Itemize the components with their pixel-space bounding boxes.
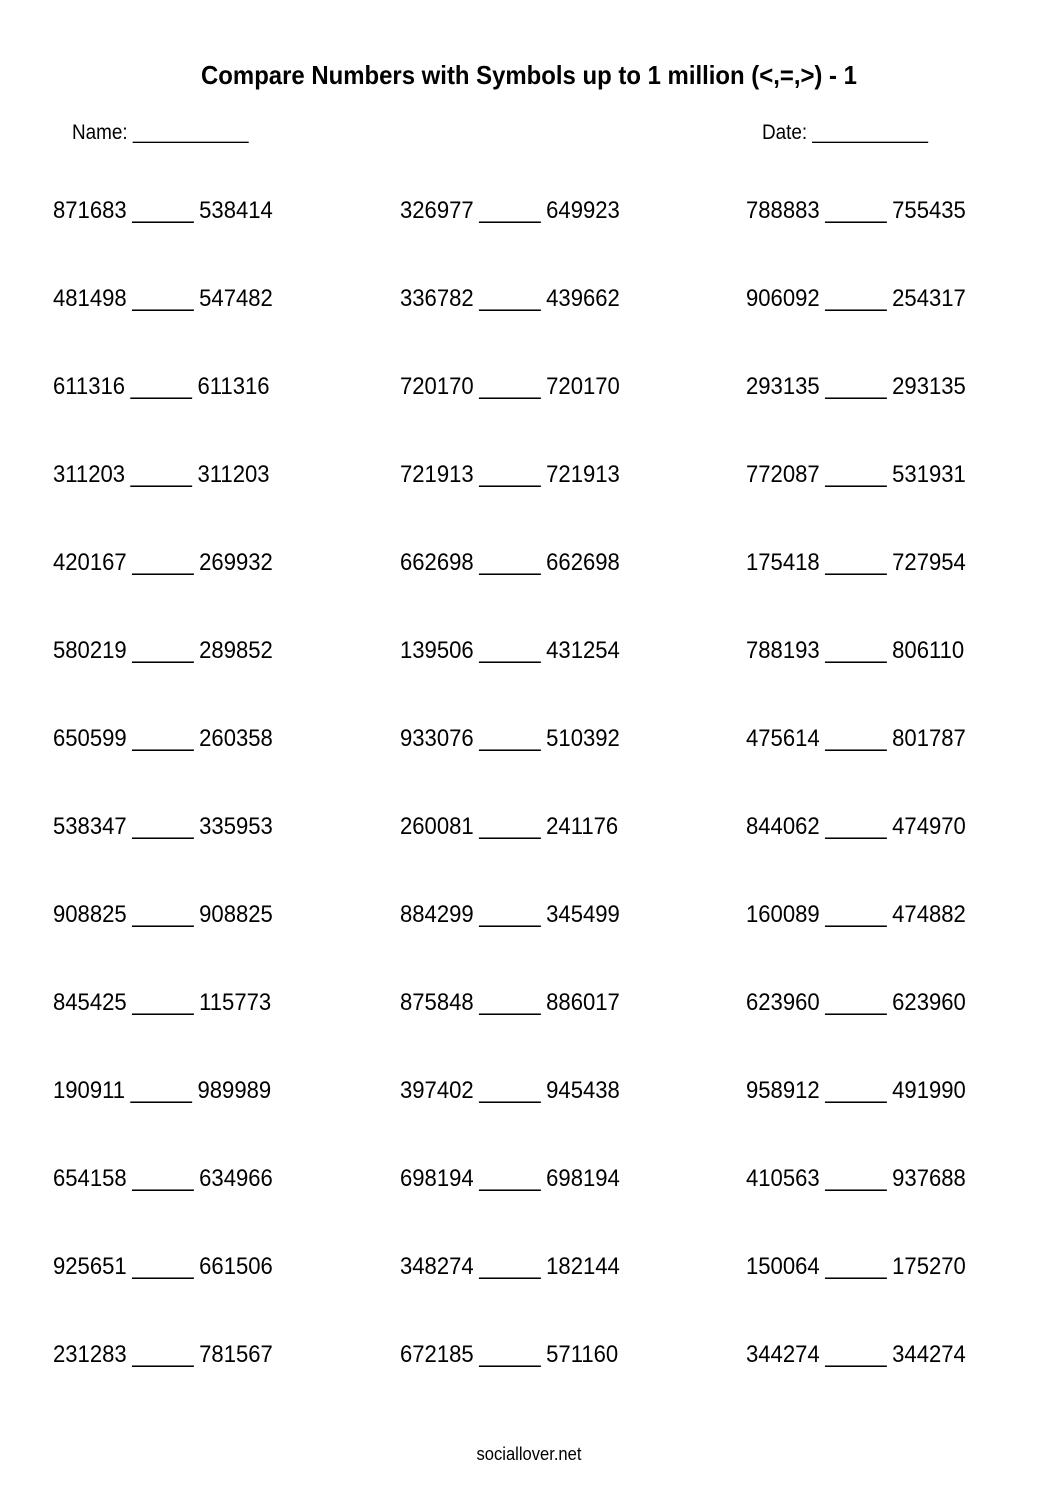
left-number: 344274 xyxy=(746,1341,820,1368)
answer-blank[interactable]: _____ xyxy=(479,1341,541,1368)
answer-blank[interactable]: _____ xyxy=(479,285,541,312)
answer-blank[interactable]: _____ xyxy=(825,549,887,576)
comparison-problem xyxy=(400,373,621,413)
right-number: 727954 xyxy=(892,549,966,576)
left-number: 311203 xyxy=(53,461,126,488)
left-number: 420167 xyxy=(53,549,127,576)
comparison-problem xyxy=(746,813,967,853)
left-number: 875848 xyxy=(400,989,474,1016)
answer-blank[interactable]: _____ xyxy=(132,989,194,1016)
answer-blank[interactable]: _____ xyxy=(132,1253,194,1280)
problem-row xyxy=(0,285,1058,325)
right-number: 241176 xyxy=(546,813,619,840)
right-number: 254317 xyxy=(892,285,966,312)
answer-blank[interactable]: _____ xyxy=(132,197,194,224)
comparison-problem xyxy=(746,461,967,501)
answer-blank[interactable]: _____ xyxy=(132,901,194,928)
left-number: 611316 xyxy=(53,373,126,400)
right-number: 634966 xyxy=(199,1165,273,1192)
problem-row xyxy=(0,197,1058,237)
left-number: 721913 xyxy=(400,461,474,488)
comparison-problem xyxy=(746,901,967,941)
right-number: 781567 xyxy=(199,1341,273,1368)
left-number: 698194 xyxy=(400,1165,474,1192)
right-number: 538414 xyxy=(199,197,273,224)
comparison-problem xyxy=(400,285,621,325)
right-number: 431254 xyxy=(546,637,620,664)
comparison-problem xyxy=(400,197,621,237)
answer-blank[interactable]: _____ xyxy=(479,637,541,664)
answer-blank[interactable]: _____ xyxy=(825,637,887,664)
left-number: 410563 xyxy=(746,1165,820,1192)
footer-site: sociallover.net xyxy=(476,1444,582,1464)
comparison-problem xyxy=(746,1341,967,1381)
right-number: 662698 xyxy=(546,549,620,576)
comparison-problem xyxy=(746,989,967,1029)
problem-row xyxy=(0,1077,1058,1117)
right-number: 623960 xyxy=(892,989,966,1016)
left-number: 720170 xyxy=(400,373,474,400)
name-field[interactable]: Name: ___________ xyxy=(72,121,249,144)
left-number: 150064 xyxy=(746,1253,820,1280)
answer-blank[interactable]: _____ xyxy=(825,285,887,312)
answer-blank[interactable]: _____ xyxy=(825,989,887,1016)
right-number: 806110 xyxy=(892,637,965,664)
answer-blank[interactable]: _____ xyxy=(479,373,541,400)
answer-blank[interactable]: _____ xyxy=(825,1341,887,1368)
problem-row xyxy=(0,989,1058,1029)
answer-blank[interactable]: _____ xyxy=(130,373,192,400)
answer-blank[interactable]: _____ xyxy=(130,461,192,488)
comparison-problem xyxy=(400,725,621,765)
answer-blank[interactable]: _____ xyxy=(132,1341,194,1368)
answer-blank[interactable]: _____ xyxy=(479,989,541,1016)
right-number: 260358 xyxy=(199,725,273,752)
answer-blank[interactable]: _____ xyxy=(132,725,194,752)
right-number: 698194 xyxy=(546,1165,620,1192)
right-number: 510392 xyxy=(546,725,620,752)
comparison-problem xyxy=(400,901,621,941)
right-number: 269932 xyxy=(199,549,273,576)
answer-blank[interactable]: _____ xyxy=(825,373,887,400)
answer-blank[interactable]: _____ xyxy=(825,1077,887,1104)
problem-row xyxy=(0,549,1058,589)
left-number: 925651 xyxy=(53,1253,127,1280)
comparison-problem xyxy=(400,989,621,1029)
right-number: 721913 xyxy=(546,461,620,488)
problem-row xyxy=(0,1341,1058,1381)
answer-blank[interactable]: _____ xyxy=(825,461,887,488)
comparison-problem xyxy=(53,989,274,1029)
answer-blank[interactable]: _____ xyxy=(479,549,541,576)
problem-row xyxy=(0,901,1058,941)
left-number: 538347 xyxy=(53,813,127,840)
answer-blank[interactable]: _____ xyxy=(479,901,541,928)
comparison-problem xyxy=(746,637,967,677)
problem-row xyxy=(0,461,1058,501)
comparison-problem xyxy=(746,197,967,237)
problem-row xyxy=(0,373,1058,413)
right-number: 755435 xyxy=(892,197,966,224)
left-number: 958912 xyxy=(746,1077,820,1104)
problem-row xyxy=(0,725,1058,765)
answer-blank[interactable]: _____ xyxy=(132,1165,194,1192)
right-number: 293135 xyxy=(892,373,966,400)
comparison-problem xyxy=(746,549,967,589)
right-number: 491990 xyxy=(892,1077,966,1104)
left-number: 884299 xyxy=(400,901,474,928)
right-number: 937688 xyxy=(892,1165,966,1192)
left-number: 908825 xyxy=(53,901,127,928)
right-number: 311203 xyxy=(197,461,270,488)
left-number: 175418 xyxy=(746,549,820,576)
comparison-problem xyxy=(53,725,274,765)
right-number: 801787 xyxy=(892,725,966,752)
answer-blank[interactable]: _____ xyxy=(479,1165,541,1192)
answer-blank[interactable]: _____ xyxy=(130,1077,192,1104)
comparison-problem xyxy=(400,1253,621,1293)
left-number: 650599 xyxy=(53,725,127,752)
right-number: 345499 xyxy=(546,901,620,928)
answer-blank[interactable]: _____ xyxy=(479,461,541,488)
comparison-problem xyxy=(53,637,274,677)
answer-blank[interactable]: _____ xyxy=(132,637,194,664)
comparison-problem xyxy=(53,1341,274,1381)
right-number: 908825 xyxy=(199,901,273,928)
comparison-problem xyxy=(53,1077,274,1117)
answer-blank[interactable]: _____ xyxy=(479,1077,541,1104)
right-number: 661506 xyxy=(199,1253,273,1280)
answer-blank[interactable]: _____ xyxy=(825,1253,887,1280)
right-number: 547482 xyxy=(199,285,273,312)
comparison-problem xyxy=(746,1253,967,1293)
comparison-problem xyxy=(400,1165,621,1205)
left-number: 672185 xyxy=(400,1341,474,1368)
comparison-problem xyxy=(53,1165,274,1205)
right-number: 571160 xyxy=(546,1341,619,1368)
left-number: 580219 xyxy=(53,637,127,664)
left-number: 293135 xyxy=(746,373,820,400)
right-number: 611316 xyxy=(197,373,270,400)
left-number: 326977 xyxy=(400,197,474,224)
comparison-problem xyxy=(746,725,967,765)
left-number: 160089 xyxy=(746,901,820,928)
right-number: 531931 xyxy=(892,461,966,488)
comparison-problem xyxy=(53,901,274,941)
problem-row xyxy=(0,813,1058,853)
left-number: 933076 xyxy=(400,725,474,752)
comparison-problem xyxy=(746,285,967,325)
left-number: 139506 xyxy=(400,637,474,664)
comparison-problem xyxy=(400,549,621,589)
answer-blank[interactable]: _____ xyxy=(479,813,541,840)
answer-blank[interactable]: _____ xyxy=(825,1165,887,1192)
left-number: 654158 xyxy=(53,1165,127,1192)
left-number: 260081 xyxy=(400,813,474,840)
left-number: 844062 xyxy=(746,813,820,840)
comparison-problem xyxy=(53,1253,274,1293)
left-number: 623960 xyxy=(746,989,820,1016)
right-number: 439662 xyxy=(546,285,620,312)
problem-row xyxy=(0,1253,1058,1293)
left-number: 475614 xyxy=(746,725,820,752)
worksheet-title: Compare Numbers with Symbols up to 1 million (<,=,>) - 1 xyxy=(201,60,857,90)
comparison-problem xyxy=(746,1165,967,1205)
left-number: 845425 xyxy=(53,989,127,1016)
comparison-problem xyxy=(400,461,621,501)
right-number: 474882 xyxy=(892,901,966,928)
comparison-problem xyxy=(400,637,621,677)
answer-blank[interactable]: _____ xyxy=(825,901,887,928)
comparison-problem xyxy=(53,461,274,501)
comparison-problem xyxy=(53,285,274,325)
right-number: 649923 xyxy=(546,197,620,224)
right-number: 175270 xyxy=(892,1253,966,1280)
right-number: 335953 xyxy=(199,813,273,840)
right-number: 720170 xyxy=(546,373,620,400)
comparison-problem xyxy=(53,373,274,413)
left-number: 871683 xyxy=(53,197,127,224)
right-number: 886017 xyxy=(546,989,620,1016)
right-number: 115773 xyxy=(199,989,272,1016)
left-number: 772087 xyxy=(746,461,820,488)
left-number: 788193 xyxy=(746,637,820,664)
right-number: 182144 xyxy=(546,1253,620,1280)
answer-blank[interactable]: _____ xyxy=(825,813,887,840)
answer-blank[interactable]: _____ xyxy=(479,725,541,752)
answer-blank[interactable]: _____ xyxy=(132,285,194,312)
right-number: 945438 xyxy=(546,1077,620,1104)
left-number: 397402 xyxy=(400,1077,474,1104)
left-number: 348274 xyxy=(400,1253,474,1280)
date-field[interactable]: Date: ___________ xyxy=(762,121,929,144)
comparison-problem xyxy=(400,1077,621,1117)
comparison-problem xyxy=(400,813,621,853)
left-number: 231283 xyxy=(53,1341,127,1368)
comparison-problem xyxy=(746,1077,967,1117)
comparison-problem xyxy=(53,197,274,237)
left-number: 190911 xyxy=(53,1077,126,1104)
comparison-problem xyxy=(53,549,274,589)
left-number: 336782 xyxy=(400,285,474,312)
answer-blank[interactable]: _____ xyxy=(479,1253,541,1280)
right-number: 344274 xyxy=(892,1341,966,1368)
right-number: 989989 xyxy=(197,1077,272,1104)
left-number: 481498 xyxy=(53,285,127,312)
problem-row xyxy=(0,1165,1058,1205)
answer-blank[interactable]: _____ xyxy=(132,813,194,840)
problem-row xyxy=(0,637,1058,677)
right-number: 474970 xyxy=(892,813,966,840)
comparison-problem xyxy=(53,813,274,853)
answer-blank[interactable]: _____ xyxy=(825,197,887,224)
comparison-problem xyxy=(400,1341,621,1381)
right-number: 289852 xyxy=(199,637,273,664)
answer-blank[interactable]: _____ xyxy=(132,549,194,576)
answer-blank[interactable]: _____ xyxy=(479,197,541,224)
left-number: 906092 xyxy=(746,285,820,312)
comparison-problem xyxy=(746,373,967,413)
left-number: 662698 xyxy=(400,549,474,576)
answer-blank[interactable]: _____ xyxy=(825,725,887,752)
left-number: 788883 xyxy=(746,197,820,224)
